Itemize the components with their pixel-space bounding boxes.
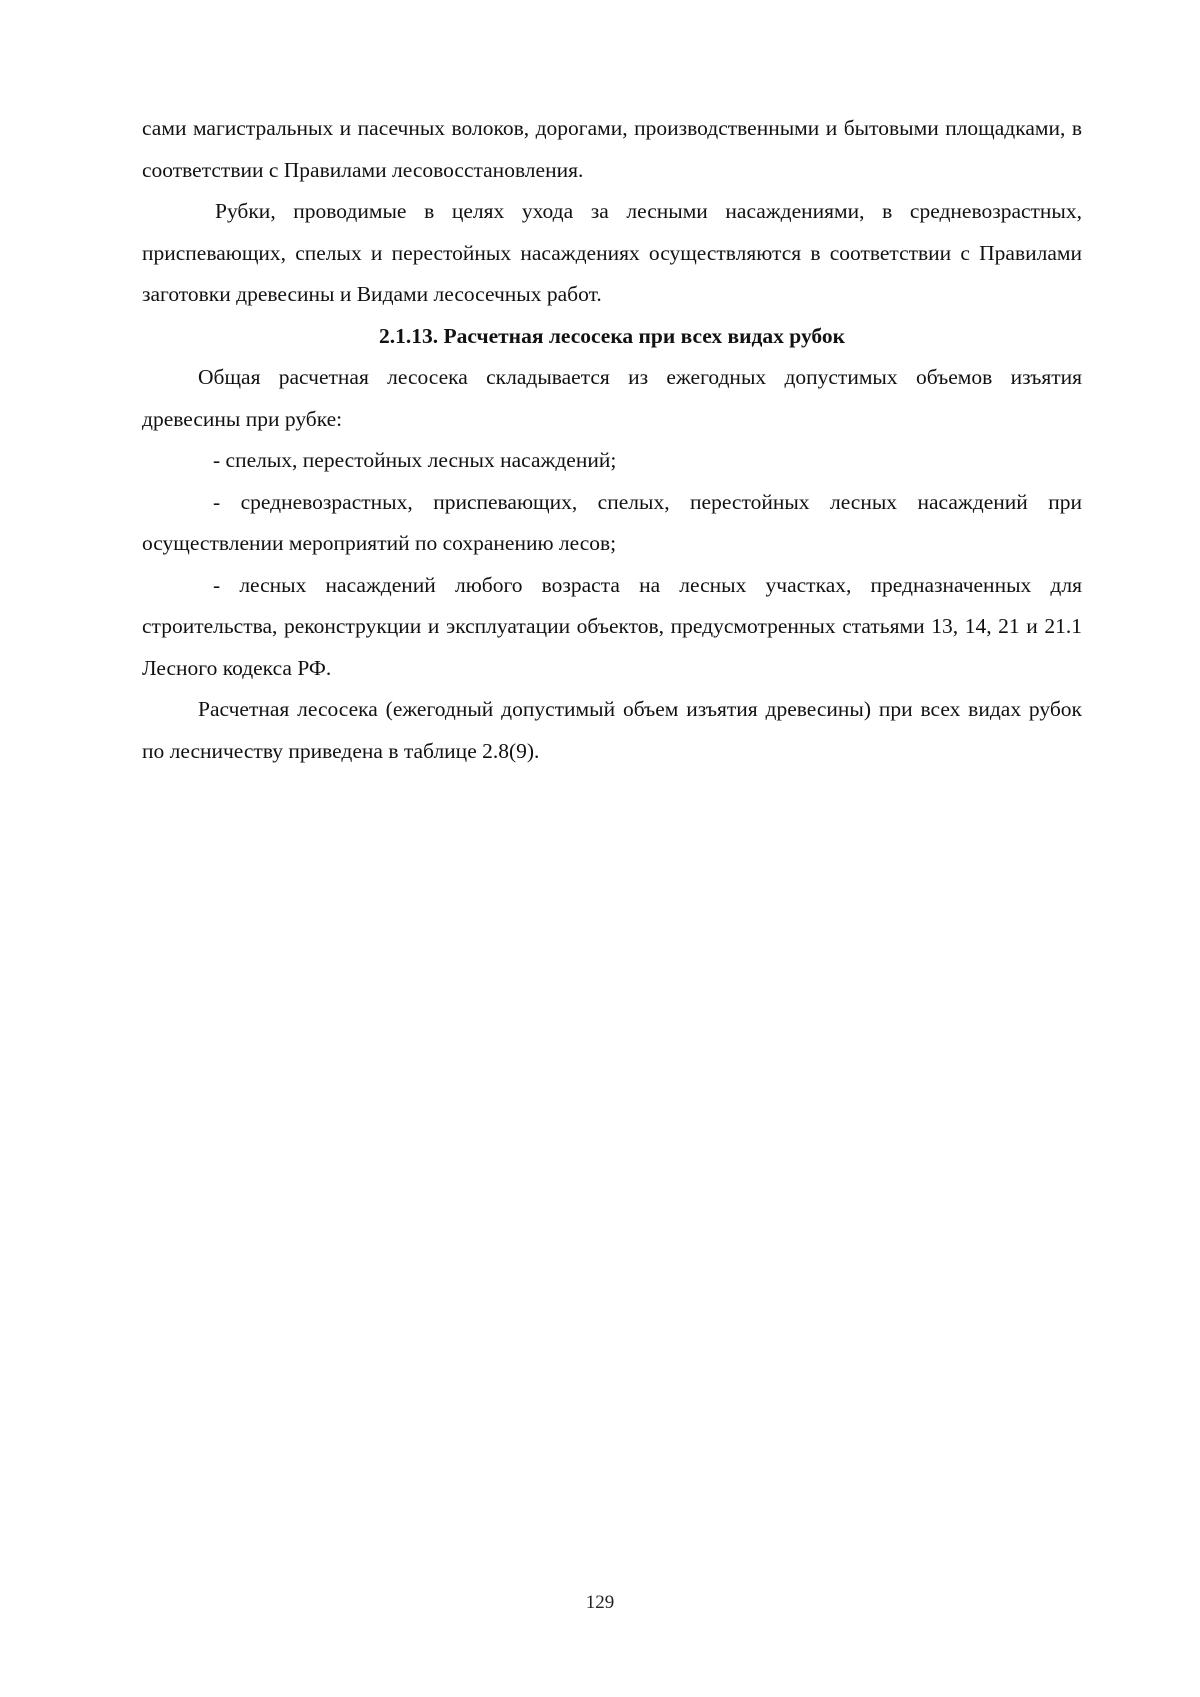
page-number: 129 <box>585 1592 615 1613</box>
paragraph-table-reference: Расчетная лесосека (ежегодный допустимый объем изъятия древесины) при всех видах рубок по лесничеству приведена в таблице 2.8(9). <box>142 697 1082 763</box>
list-item-any-age-stands: - лесных насаждений любого возраста на лесных участках, предназначенных для строительства, реконструкции и эксплуатации объектов, предусмотренных статьями 13, 14, 21 и 21.1 Лесного кодекса РФ. <box>142 572 1082 680</box>
list-item-mature-stands: - спелых, перестойных лесных насаждений; <box>213 448 617 472</box>
paragraph-thinning: Рубки, проводимые в целях ухода за лесными насаждениями, в средневозрастных, приспевающих, спелых и перестойных насаждениях осуществляются в соответствии с Правилами заготовки древесины и Видами лесосечных работ. <box>142 199 1082 306</box>
document-page <box>142 108 1082 772</box>
paragraph-total-cutting-area: Общая расчетная лесосека складывается из ежегодных допустимых объемов изъятия древесины при рубке: <box>142 365 1082 431</box>
section-heading: 2.1.13. Расчетная лесосека при всех видах рубок <box>378 323 846 348</box>
list-item-middle-aged-stands: - средневозрастных, приспевающих, спелых, перестойных лесных насаждений при осуществлении мероприятий по сохранению лесов; <box>142 489 1082 555</box>
paragraph-continuation: сами магистральных и пасечных волоков, дорогами, производственными и бытовыми площадками, в соответствии с Правилами лесовосстановления. <box>142 116 1082 182</box>
